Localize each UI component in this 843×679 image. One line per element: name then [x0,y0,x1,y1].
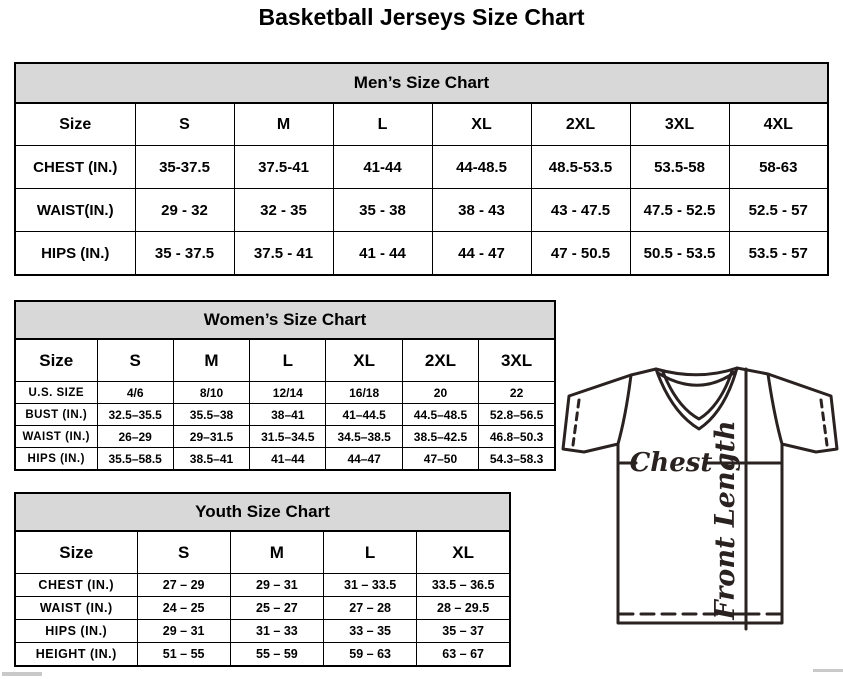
jersey-diagram-svg [556,355,843,647]
row-label: CHEST (IN.) [15,146,135,189]
table-row [15,404,555,426]
jersey-left-underarm [618,375,631,444]
size-cell: 24 – 25 [137,597,230,620]
row-label: HIPS (IN.) [15,232,135,276]
size-cell: 59 – 63 [324,643,417,667]
size-cell: 41 - 44 [333,232,432,276]
table-row [15,426,555,448]
size-cell: 47.5 - 52.5 [630,189,729,232]
size-cell: 41-44 [333,146,432,189]
size-cell: 31.5–34.5 [250,426,326,448]
size-cell: 51 – 55 [137,643,230,667]
row-label: WAIST (IN.) [15,426,97,448]
scrollbar-fragment-left[interactable] [2,672,42,676]
table-row [15,232,828,276]
size-cell: 26–29 [97,426,173,448]
size-column-header: XL [432,103,531,146]
size-cell: 33.5 – 36.5 [417,574,510,597]
size-column-header: S [135,103,234,146]
size-column-header: 3XL [479,339,555,382]
row-label: U.S. SIZE [15,382,97,404]
row-label: BUST (IN.) [15,404,97,426]
size-cell: 52.5 - 57 [729,189,828,232]
page-title: Basketball Jerseys Size Chart [258,4,585,30]
right-sleeve-stitch [821,400,827,445]
size-cell: 44–47 [326,448,402,471]
size-column-header: Size [15,531,137,574]
size-column-header: L [250,339,326,382]
row-label: HIPS (IN.) [15,448,97,471]
size-column-header: S [97,339,173,382]
size-cell: 53.5-58 [630,146,729,189]
jersey-outline [563,368,837,623]
size-column-header: XL [326,339,402,382]
table-row [15,448,555,471]
jersey-right-underarm [768,374,782,444]
size-cell: 22 [479,382,555,404]
table-row [15,620,510,643]
size-cell: 54.3–58.3 [479,448,555,471]
size-cell: 52.8–56.5 [479,404,555,426]
size-cell: 44.5–48.5 [402,404,478,426]
size-cell: 12/14 [250,382,326,404]
size-cell: 8/10 [173,382,249,404]
size-cell: 25 – 27 [230,597,323,620]
row-label: WAIST (IN.) [15,597,137,620]
size-cell: 28 – 29.5 [417,597,510,620]
youth-size-table [14,492,511,667]
chest-measure-label: Chest [629,448,713,478]
row-label: HIPS (IN.) [15,620,137,643]
size-cell: 37.5 - 41 [234,232,333,276]
size-cell: 32 - 35 [234,189,333,232]
size-cell: 29 - 32 [135,189,234,232]
jersey-measurement-diagram [556,355,843,647]
size-cell: 44 - 47 [432,232,531,276]
size-column-header: 2XL [531,103,630,146]
size-cell: 35 – 37 [417,620,510,643]
table-row [15,146,828,189]
size-cell: 27 – 28 [324,597,417,620]
size-cell: 35.5–38 [173,404,249,426]
size-column-header: 2XL [402,339,478,382]
size-cell: 35-37.5 [135,146,234,189]
size-cell: 34.5–38.5 [326,426,402,448]
size-cell: 29 – 31 [137,620,230,643]
size-cell: 53.5 - 57 [729,232,828,276]
size-cell: 20 [402,382,478,404]
size-cell: 47 - 50.5 [531,232,630,276]
size-cell: 38 - 43 [432,189,531,232]
size-cell: 31 – 33 [230,620,323,643]
size-cell: 38.5–42.5 [402,426,478,448]
size-cell: 29 – 31 [230,574,323,597]
size-cell: 50.5 - 53.5 [630,232,729,276]
row-label: HEIGHT (IN.) [15,643,137,667]
table-title: Youth Size Chart [15,493,510,531]
mens-size-table [14,62,829,276]
size-cell: 38.5–41 [173,448,249,471]
size-column-header: S [137,531,230,574]
table-row [15,574,510,597]
table-title: Women’s Size Chart [15,301,555,339]
table-row [15,189,828,232]
row-label: CHEST (IN.) [15,574,137,597]
size-column-header: M [234,103,333,146]
size-cell: 27 – 29 [137,574,230,597]
table-title: Men’s Size Chart [15,63,828,103]
size-column-header: 4XL [729,103,828,146]
size-cell: 37.5-41 [234,146,333,189]
size-column-header: M [230,531,323,574]
size-cell: 41–44.5 [326,404,402,426]
womens-size-table [14,300,556,471]
size-cell: 44-48.5 [432,146,531,189]
size-cell: 63 – 67 [417,643,510,667]
size-cell: 48.5-53.5 [531,146,630,189]
size-cell: 31 – 33.5 [324,574,417,597]
size-cell: 35 - 37.5 [135,232,234,276]
size-cell: 55 – 59 [230,643,323,667]
size-cell: 32.5–35.5 [97,404,173,426]
size-column-header: Size [15,339,97,382]
size-cell: 43 - 47.5 [531,189,630,232]
size-column-header: L [324,531,417,574]
collar-back-top [656,368,737,375]
left-sleeve-stitch [573,400,579,445]
size-cell: 29–31.5 [173,426,249,448]
size-cell: 33 – 35 [324,620,417,643]
size-column-header: Size [15,103,135,146]
size-cell: 16/18 [326,382,402,404]
size-column-header: M [173,339,249,382]
table-row [15,597,510,620]
size-column-header: L [333,103,432,146]
table-row [15,643,510,667]
size-column-header: XL [417,531,510,574]
size-column-header: 3XL [630,103,729,146]
scrollbar-fragment-right[interactable] [813,669,843,672]
table-row [15,382,555,404]
size-cell: 35.5–58.5 [97,448,173,471]
size-cell: 58-63 [729,146,828,189]
size-cell: 38–41 [250,404,326,426]
size-cell: 46.8–50.3 [479,426,555,448]
row-label: WAIST(IN.) [15,189,135,232]
size-cell: 35 - 38 [333,189,432,232]
size-cell: 47–50 [402,448,478,471]
size-cell: 4/6 [97,382,173,404]
front-length-measure-label: Front Length [710,420,741,620]
size-cell: 41–44 [250,448,326,471]
